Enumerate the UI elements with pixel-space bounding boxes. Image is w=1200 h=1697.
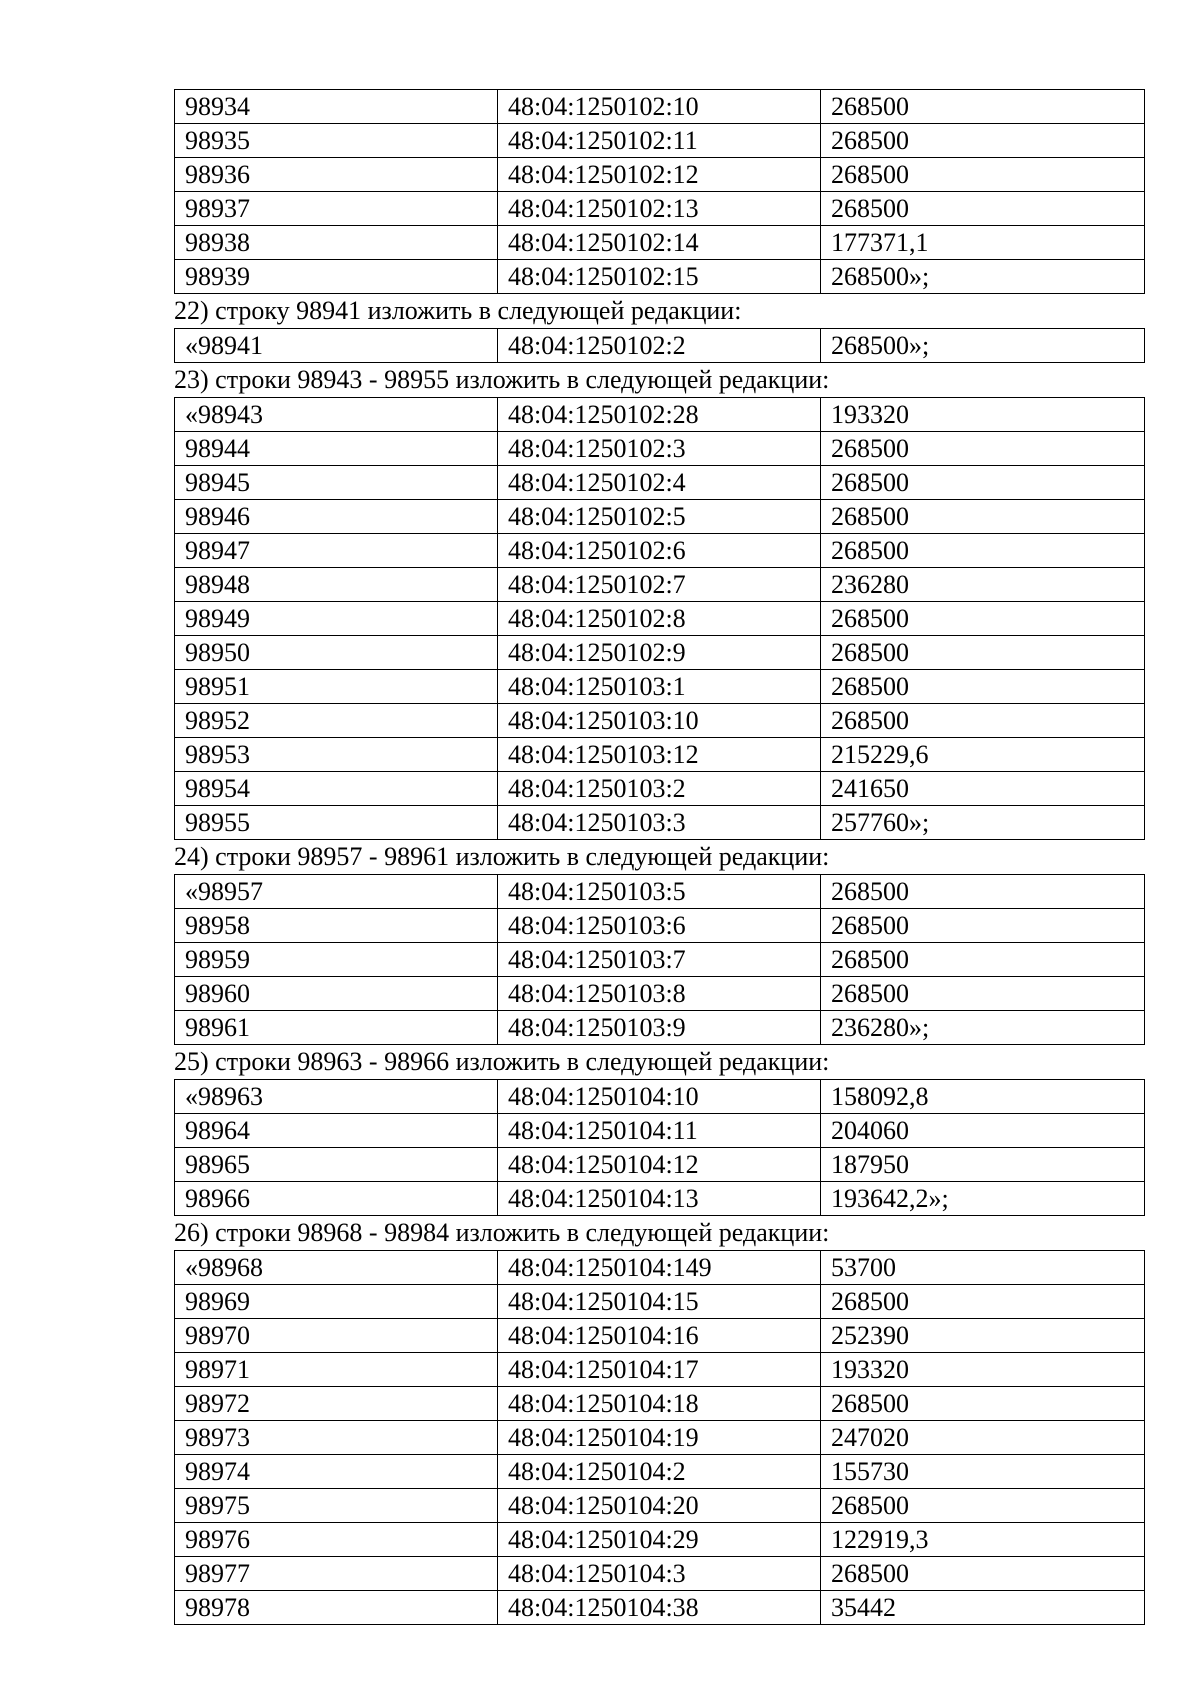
cadastral-number-cell: 48:04:1250104:149 — [498, 1251, 821, 1285]
cadastral-number-cell: 48:04:1250104:29 — [498, 1523, 821, 1557]
value-cell: 268500 — [821, 90, 1145, 124]
cadastral-number-cell: 48:04:1250104:2 — [498, 1455, 821, 1489]
cadastral-number-cell: 48:04:1250104:3 — [498, 1557, 821, 1591]
cadastral-number-cell: 48:04:1250102:8 — [498, 602, 821, 636]
row-number-cell: 98937 — [175, 192, 498, 226]
table-row — [175, 1557, 1145, 1591]
cadastral-number-cell: 48:04:1250102:7 — [498, 568, 821, 602]
table-row — [175, 192, 1145, 226]
cadastral-number-cell: 48:04:1250103:6 — [498, 909, 821, 943]
table-row — [175, 909, 1145, 943]
value-cell: 268500 — [821, 158, 1145, 192]
table-row — [175, 772, 1145, 806]
document-content — [174, 89, 1144, 1625]
value-cell: 268500»; — [821, 260, 1145, 294]
value-cell: 193320 — [821, 398, 1145, 432]
table-row — [175, 1319, 1145, 1353]
row-number-cell: «98941 — [175, 329, 498, 363]
row-number-cell: 98973 — [175, 1421, 498, 1455]
row-number-cell: 98969 — [175, 1285, 498, 1319]
value-cell: 268500 — [821, 432, 1145, 466]
amendment-table — [174, 1250, 1145, 1625]
row-number-cell: 98959 — [175, 943, 498, 977]
value-cell: 35442 — [821, 1591, 1145, 1625]
amendment-table — [174, 1079, 1145, 1216]
cadastral-number-cell: 48:04:1250102:2 — [498, 329, 821, 363]
table-row — [175, 1523, 1145, 1557]
row-number-cell: 98971 — [175, 1353, 498, 1387]
row-number-cell: «98943 — [175, 398, 498, 432]
row-number-cell: 98955 — [175, 806, 498, 840]
row-number-cell: 98970 — [175, 1319, 498, 1353]
value-cell: 268500 — [821, 704, 1145, 738]
cadastral-number-cell: 48:04:1250103:3 — [498, 806, 821, 840]
value-cell: 122919,3 — [821, 1523, 1145, 1557]
value-cell: 257760»; — [821, 806, 1145, 840]
section-heading: 23) строки 98943 - 98955 изложить в следующей редакции: — [174, 365, 830, 394]
value-cell: 204060 — [821, 1114, 1145, 1148]
cadastral-number-cell: 48:04:1250102:28 — [498, 398, 821, 432]
value-cell: 268500 — [821, 1285, 1145, 1319]
value-cell: 268500 — [821, 534, 1145, 568]
cadastral-number-cell: 48:04:1250104:12 — [498, 1148, 821, 1182]
row-number-cell: 98977 — [175, 1557, 498, 1591]
cadastral-number-cell: 48:04:1250102:9 — [498, 636, 821, 670]
table-row — [175, 398, 1145, 432]
row-number-cell: «98963 — [175, 1080, 498, 1114]
value-cell: 268500 — [821, 500, 1145, 534]
value-cell: 53700 — [821, 1251, 1145, 1285]
cadastral-number-cell: 48:04:1250104:20 — [498, 1489, 821, 1523]
value-cell: 268500 — [821, 1387, 1145, 1421]
cadastral-number-cell: 48:04:1250104:19 — [498, 1421, 821, 1455]
table-row — [175, 1182, 1145, 1216]
row-number-cell: 98965 — [175, 1148, 498, 1182]
cadastral-number-cell: 48:04:1250103:1 — [498, 670, 821, 704]
value-cell: 252390 — [821, 1319, 1145, 1353]
value-cell: 193320 — [821, 1353, 1145, 1387]
row-number-cell: 98966 — [175, 1182, 498, 1216]
row-number-cell: 98961 — [175, 1011, 498, 1045]
cadastral-number-cell: 48:04:1250104:38 — [498, 1591, 821, 1625]
cadastral-number-cell: 48:04:1250103:2 — [498, 772, 821, 806]
row-number-cell: 98976 — [175, 1523, 498, 1557]
cadastral-number-cell: 48:04:1250103:8 — [498, 977, 821, 1011]
value-cell: 268500 — [821, 977, 1145, 1011]
cadastral-number-cell: 48:04:1250102:10 — [498, 90, 821, 124]
cadastral-number-cell: 48:04:1250102:3 — [498, 432, 821, 466]
value-cell: 236280»; — [821, 1011, 1145, 1045]
table-row — [175, 534, 1145, 568]
table-row — [175, 1251, 1145, 1285]
cadastral-number-cell: 48:04:1250104:11 — [498, 1114, 821, 1148]
row-number-cell: 98964 — [175, 1114, 498, 1148]
value-cell: 268500 — [821, 1489, 1145, 1523]
cadastral-number-cell: 48:04:1250102:4 — [498, 466, 821, 500]
cadastral-number-cell: 48:04:1250103:12 — [498, 738, 821, 772]
value-cell: 268500 — [821, 602, 1145, 636]
table-row — [175, 977, 1145, 1011]
amendment-table — [174, 328, 1145, 363]
cadastral-number-cell: 48:04:1250103:9 — [498, 1011, 821, 1045]
row-number-cell: 98947 — [175, 534, 498, 568]
table-row — [175, 1353, 1145, 1387]
cadastral-number-cell: 48:04:1250104:16 — [498, 1319, 821, 1353]
value-cell: 268500 — [821, 124, 1145, 158]
row-number-cell: 98945 — [175, 466, 498, 500]
cadastral-number-cell: 48:04:1250104:18 — [498, 1387, 821, 1421]
section-heading: 25) строки 98963 - 98966 изложить в следующей редакции: — [174, 1047, 830, 1076]
table-row — [175, 1387, 1145, 1421]
table-row — [175, 329, 1145, 363]
table-row — [175, 1455, 1145, 1489]
row-number-cell: 98946 — [175, 500, 498, 534]
table-row — [175, 260, 1145, 294]
row-number-cell: 98949 — [175, 602, 498, 636]
table-row — [175, 124, 1145, 158]
row-number-cell: 98936 — [175, 158, 498, 192]
value-cell: 158092,8 — [821, 1080, 1145, 1114]
value-cell: 268500 — [821, 192, 1145, 226]
table-row — [175, 704, 1145, 738]
value-cell: 177371,1 — [821, 226, 1145, 260]
value-cell: 268500 — [821, 1557, 1145, 1591]
value-cell: 193642,2»; — [821, 1182, 1145, 1216]
amendment-table — [174, 89, 1145, 294]
row-number-cell: 98978 — [175, 1591, 498, 1625]
row-number-cell: 98948 — [175, 568, 498, 602]
table-row — [175, 1285, 1145, 1319]
value-cell: 215229,6 — [821, 738, 1145, 772]
table-row — [175, 875, 1145, 909]
cadastral-number-cell: 48:04:1250104:17 — [498, 1353, 821, 1387]
table-row — [175, 158, 1145, 192]
value-cell: 268500 — [821, 636, 1145, 670]
table-row — [175, 806, 1145, 840]
value-cell: 268500 — [821, 875, 1145, 909]
amendment-table — [174, 874, 1145, 1045]
section-heading: 26) строки 98968 - 98984 изложить в следующей редакции: — [174, 1218, 830, 1247]
value-cell: 268500 — [821, 670, 1145, 704]
cadastral-number-cell: 48:04:1250102:11 — [498, 124, 821, 158]
row-number-cell: 98952 — [175, 704, 498, 738]
cadastral-number-cell: 48:04:1250104:13 — [498, 1182, 821, 1216]
table-row — [175, 226, 1145, 260]
value-cell: 241650 — [821, 772, 1145, 806]
table-row — [175, 568, 1145, 602]
row-number-cell: «98957 — [175, 875, 498, 909]
table-row — [175, 500, 1145, 534]
row-number-cell: 98960 — [175, 977, 498, 1011]
section-heading: 22) строку 98941 изложить в следующей редакции: — [174, 296, 742, 325]
amendment-table — [174, 397, 1145, 840]
row-number-cell: 98975 — [175, 1489, 498, 1523]
row-number-cell: 98954 — [175, 772, 498, 806]
row-number-cell: 98972 — [175, 1387, 498, 1421]
section-heading: 24) строки 98957 - 98961 изложить в следующей редакции: — [174, 842, 830, 871]
value-cell: 268500 — [821, 909, 1145, 943]
row-number-cell: 98934 — [175, 90, 498, 124]
row-number-cell: 98958 — [175, 909, 498, 943]
row-number-cell: «98968 — [175, 1251, 498, 1285]
table-row — [175, 1148, 1145, 1182]
row-number-cell: 98944 — [175, 432, 498, 466]
cadastral-number-cell: 48:04:1250102:13 — [498, 192, 821, 226]
table-row — [175, 1080, 1145, 1114]
table-row — [175, 602, 1145, 636]
cadastral-number-cell: 48:04:1250102:14 — [498, 226, 821, 260]
value-cell: 155730 — [821, 1455, 1145, 1489]
table-row — [175, 1114, 1145, 1148]
row-number-cell: 98951 — [175, 670, 498, 704]
table-row — [175, 466, 1145, 500]
table-row — [175, 738, 1145, 772]
cadastral-number-cell: 48:04:1250104:15 — [498, 1285, 821, 1319]
value-cell: 268500»; — [821, 329, 1145, 363]
table-row — [175, 943, 1145, 977]
table-row — [175, 670, 1145, 704]
value-cell: 268500 — [821, 943, 1145, 977]
row-number-cell: 98939 — [175, 260, 498, 294]
row-number-cell: 98935 — [175, 124, 498, 158]
table-row — [175, 1011, 1145, 1045]
cadastral-number-cell: 48:04:1250103:5 — [498, 875, 821, 909]
row-number-cell: 98938 — [175, 226, 498, 260]
cadastral-number-cell: 48:04:1250102:12 — [498, 158, 821, 192]
table-row — [175, 1591, 1145, 1625]
row-number-cell: 98974 — [175, 1455, 498, 1489]
value-cell: 236280 — [821, 568, 1145, 602]
row-number-cell: 98950 — [175, 636, 498, 670]
cadastral-number-cell: 48:04:1250102:15 — [498, 260, 821, 294]
table-row — [175, 432, 1145, 466]
table-row — [175, 636, 1145, 670]
value-cell: 247020 — [821, 1421, 1145, 1455]
cadastral-number-cell: 48:04:1250104:10 — [498, 1080, 821, 1114]
cadastral-number-cell: 48:04:1250103:10 — [498, 704, 821, 738]
cadastral-number-cell: 48:04:1250103:7 — [498, 943, 821, 977]
table-row — [175, 1489, 1145, 1523]
value-cell: 187950 — [821, 1148, 1145, 1182]
value-cell: 268500 — [821, 466, 1145, 500]
cadastral-number-cell: 48:04:1250102:5 — [498, 500, 821, 534]
table-row — [175, 90, 1145, 124]
cadastral-number-cell: 48:04:1250102:6 — [498, 534, 821, 568]
row-number-cell: 98953 — [175, 738, 498, 772]
table-row — [175, 1421, 1145, 1455]
